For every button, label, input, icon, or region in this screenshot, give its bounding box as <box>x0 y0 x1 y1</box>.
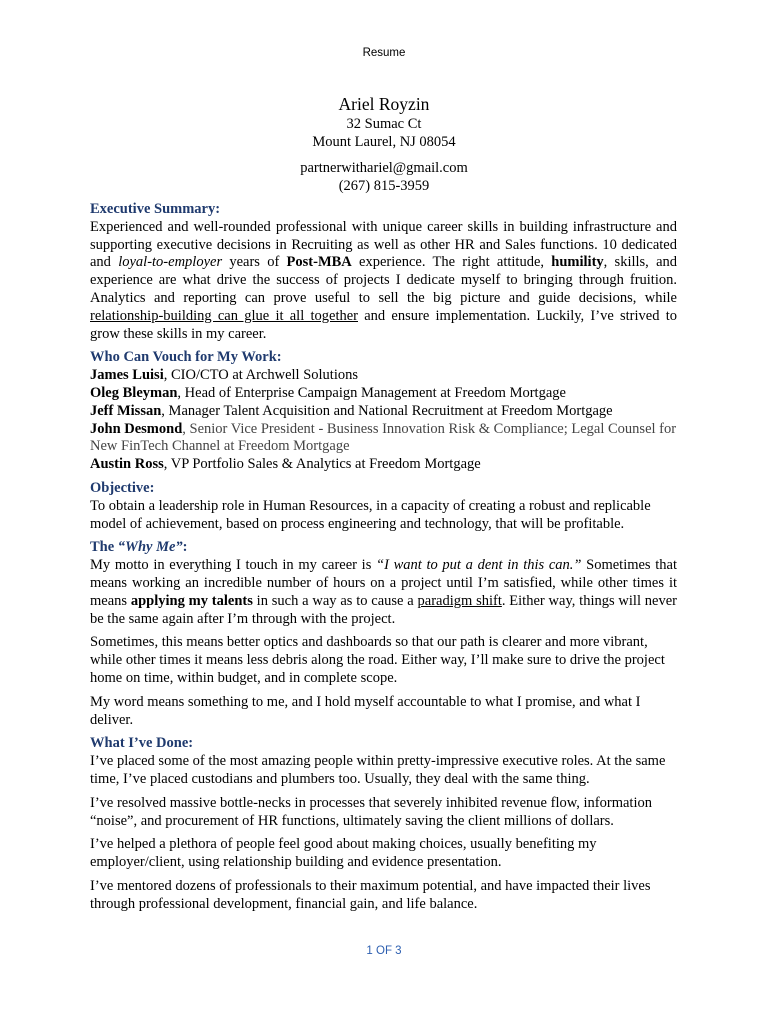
references-heading: Who Can Vouch for My Work: <box>90 349 282 366</box>
motto-text-3: . Either way, things will never be the same again after I’m through with the project. <box>90 592 677 627</box>
executive-summary-text <box>90 219 677 344</box>
summary-bold-mba: Post-MBA <box>286 254 352 271</box>
why-me-heading-post: : <box>182 539 188 556</box>
reference-name: James Luisi <box>90 367 164 384</box>
reference-role: , Head of Enterprise Campaign Management at Freedom Mortgage <box>177 384 566 401</box>
why-me-paragraph-3: My word means something to me, and I hold myself accountable to what I promise, and what I deliver. <box>90 693 641 728</box>
reference-name: Austin Ross <box>90 456 164 473</box>
reference-item <box>90 403 677 421</box>
reference-item <box>90 367 677 385</box>
why-me-heading-em: “Why Me” <box>117 539 183 556</box>
why-me-paragraph-1 <box>90 557 677 628</box>
page-number: 1 OF 3 <box>366 945 402 957</box>
executive-summary-heading: Executive Summary: <box>90 201 221 217</box>
done-paragraph: I’ve resolved massive bottle-necks in processes that severely inhibited revenue flow, information “noise”, and procurement of HR functions, ultimately saving the client millions of dollars. <box>90 794 652 829</box>
motto-quote: “I want to put a dent in this can.” <box>376 557 582 574</box>
done-paragraph: I’ve placed some of the most amazing people within pretty-impressive executive roles. At the same time, I’ve placed custodians and plumbers too. Usually, they deal with the same thing. <box>90 753 666 787</box>
reference-role: , Manager Talent Acquisition and National Recruitment at Freedom Mortgage <box>161 402 613 419</box>
address-line-2: Mount Laurel, NJ 08054 <box>312 134 456 150</box>
objective-heading: Objective: <box>90 479 155 496</box>
spacer <box>0 151 768 159</box>
summary-text-3: experience. The right attitude, <box>351 254 552 271</box>
reference-item <box>90 456 677 474</box>
address-line-1: 32 Sumac Ct <box>346 116 422 132</box>
what-ive-done-heading: What I’ve Done: <box>90 735 194 752</box>
reference-name: Oleg Bleyman <box>90 384 178 401</box>
reference-name: John Desmond <box>90 420 183 437</box>
summary-text-5: and ensure implementation. Luckily, I’ve strived to grow these skills in my career. <box>90 307 678 342</box>
phone: (267) 815-3959 <box>338 178 430 194</box>
email: partnerwithariel@gmail.com <box>300 160 468 176</box>
motto-text-2: in such a way as to cause a <box>252 592 418 609</box>
reference-name: Jeff Missan <box>90 402 162 419</box>
objective-text: To obtain a leadership role in Human Resources, in a capacity of creating a robust and replicable model of achievement, based on process engineering and technology, that will be profitable. <box>90 497 651 532</box>
resume-body <box>90 201 677 913</box>
reference-role: , VP Portfolio Sales & Analytics at Freedom Mortgage <box>163 456 481 473</box>
why-me-paragraph-2: Sometimes, this means better optics and dashboards so that our path is clearer and more vibrant, while other times it means less debris along the road. Either way, I’ll make sure to drive the project home on time, within budget, and in complete scope. <box>90 634 665 686</box>
why-me-heading-pre: The <box>90 539 118 556</box>
document-header: Resume <box>362 47 406 59</box>
summary-italic: loyal-to-employer <box>118 254 223 271</box>
reference-role: , CIO/CTO at Archwell Solutions <box>163 367 358 384</box>
motto-underline: paradigm shift <box>417 592 502 609</box>
summary-underline: relationship-building can glue it all together <box>90 307 358 324</box>
reference-item <box>90 421 677 457</box>
done-paragraph: I’ve helped a plethora of people feel good about making choices, usually benefiting my employer/client, using relationship building and evidence presentation. <box>90 836 597 871</box>
reference-role: , Senior Vice President - Business Innovation Risk & Compliance; Legal Counsel for New FinTech Channel at Freedom Mortgage <box>90 420 677 455</box>
reference-item <box>90 385 677 403</box>
motto-lead: My motto in everything I touch in my career is <box>90 557 377 574</box>
summary-bold-humility: humility <box>551 254 604 271</box>
motto-text: Sometimes that means working an incredible number of hours on a project until I’m satisfied, while other times it means <box>90 557 678 609</box>
why-me-heading <box>90 539 677 557</box>
contact-block <box>0 94 768 195</box>
summary-text-1: Experienced and well-rounded professional with unique career skills in building infrastructure and supporting executive decisions in Recruiting as well as other HR and Sales functions. 10 dedicated and <box>90 218 677 271</box>
candidate-name: Ariel Royzin <box>338 94 430 114</box>
summary-text-4: , skills, and experience are what drive the success of projects I dedicate myself to bringing through fruition. Analytics and reporting can prove useful to sell the big picture and guide decisions, while <box>90 254 677 306</box>
done-paragraph: I’ve mentored dozens of professionals to their maximum potential, and have impacted their lives through professional development, financial gain, and life balance. <box>90 877 651 912</box>
summary-text-2: years of <box>222 254 287 271</box>
motto-bold: applying my talents <box>130 592 253 609</box>
